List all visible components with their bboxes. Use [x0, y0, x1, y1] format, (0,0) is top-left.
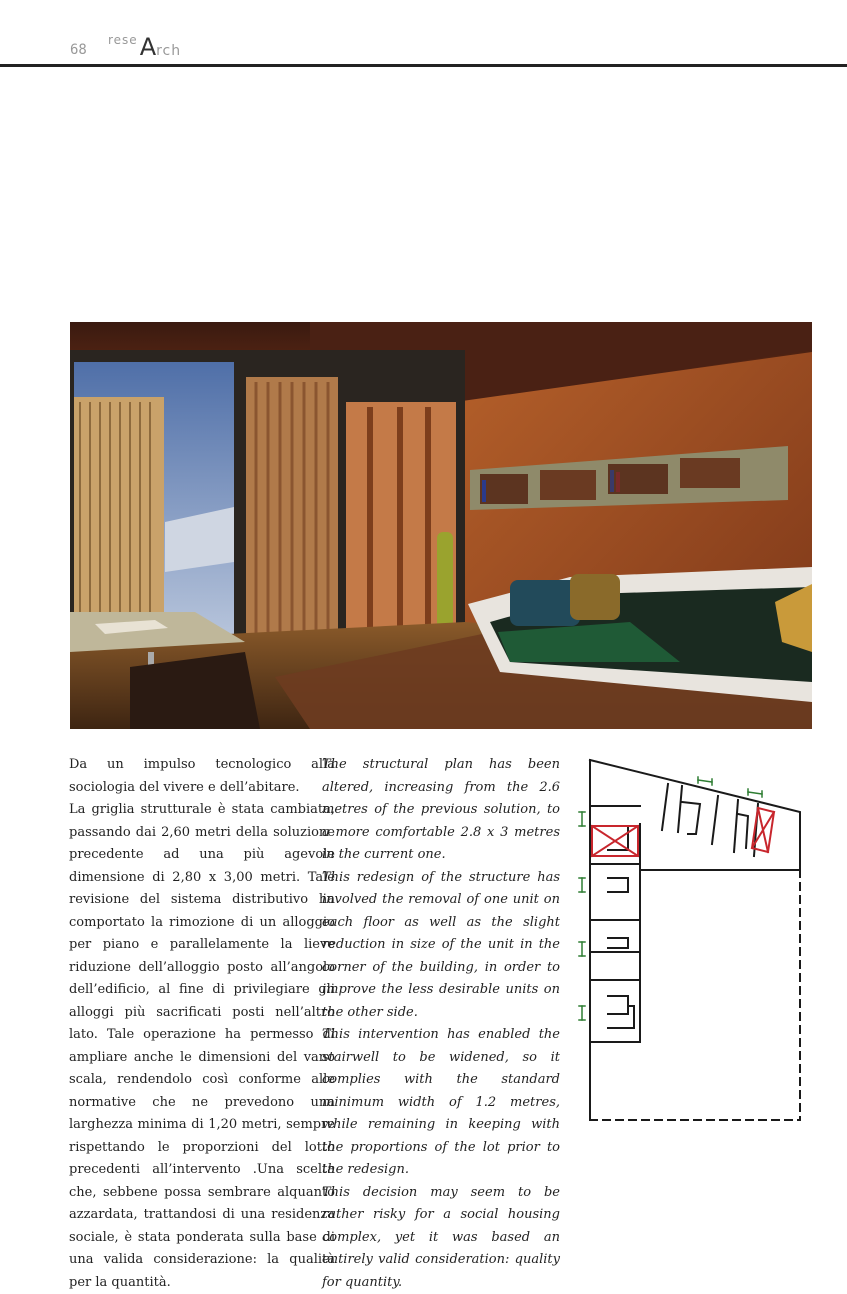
italian-paragraph-2: La griglia strutturale è stata cambiata, passando dai 2,60 metri della soluzione precedente ad una più agevole dimensione di 2,80 x 3,00 metri. Tale revisione del sistema distributivo ha comportato la rimozione di un alloggio per piano e parallelamente la lieve riduzione dell’alloggio posto all’angolo dell’edificio, al fine di privilegiare gli alloggi più sacrificati posti nell’altro lato. Tale operazione ha permesso di ampliare anche le dimensioni del vano scala, rendendolo così conforme alle normative che ne prevedono una larghezza minima di 1,20 metri, sempre rispettando le proporzioni del lotto precedenti all’intervento .Una scelta che, sebbene possa sembrare alquanto azzardata, trattandosi di una residenza sociale, è stata ponderata sulla base di una valida considerazione: la qualità per la quantità.: [69, 799, 335, 1294]
english-paragraph-4: This decision may seem to be rather risky for a social housing complex, yet it was based an entirely valid consideration: quality for quantity.: [322, 1182, 560, 1294]
english-text-column: [322, 754, 560, 1294]
page-number: 68: [70, 42, 87, 58]
english-paragraph-2: This redesign of the structure has involved the removal of one unit on each floor as well as the slight reduction in size of the unit in the corner of the building, in order to improve the less desirable units on the other side.: [322, 867, 560, 1025]
brand-initial: A: [140, 33, 156, 61]
english-paragraph-1: The structural plan has been altered, increasing from the 2.6 metres of the previous solution, to a more comfortable 2.8 x 3 metres in the current one.: [322, 754, 560, 867]
brand-suffix: rch: [156, 43, 181, 59]
magazine-brand: [108, 33, 181, 61]
interior-render: [70, 322, 812, 729]
floor-plan-diagram: [578, 752, 806, 1124]
english-paragraph-3: This intervention has enabled the stairwell to be widened, so it complies with the standard minimum width of 1.2 metres, while remaining in keeping with the proportions of the lot prior to the redesign.: [322, 1024, 560, 1182]
header-rule: [0, 64, 847, 67]
page-header: [0, 0, 847, 70]
brand-prefix: rese: [108, 33, 138, 47]
italian-text-column: [69, 754, 335, 1294]
italian-paragraph-1: Da un impulso tecnologico alla sociologia del vivere e dell’abitare.: [69, 754, 335, 799]
